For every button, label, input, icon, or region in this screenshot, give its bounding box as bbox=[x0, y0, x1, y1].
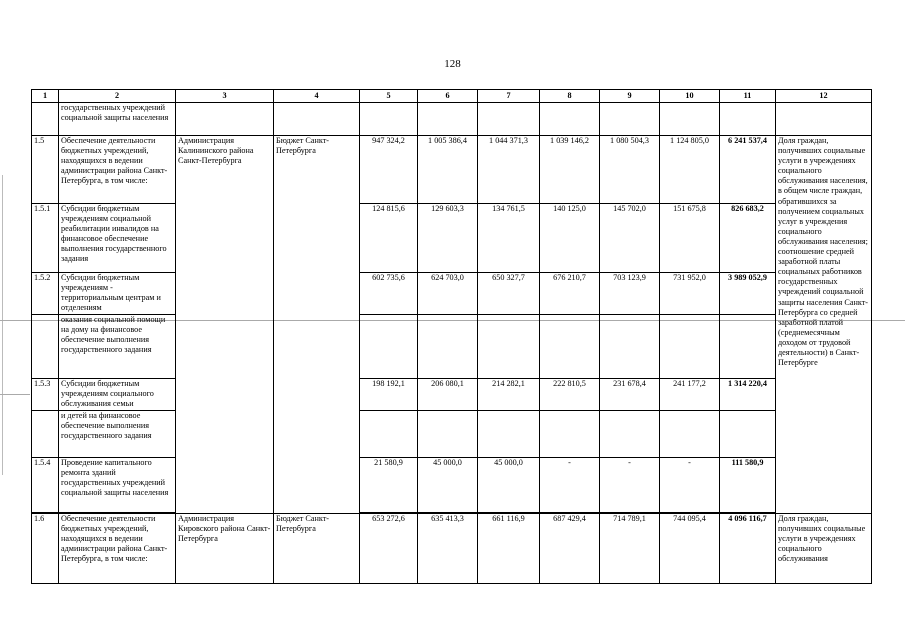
col-header: 8 bbox=[540, 90, 600, 103]
value-cell: 21 580,9 bbox=[360, 458, 418, 513]
item-name-continued: и детей на финансовое обеспечение выполнения государственного задания bbox=[59, 411, 176, 458]
value-cell: 676 210,7 bbox=[540, 273, 600, 315]
table-row bbox=[32, 136, 872, 204]
value-cell: 703 123,9 bbox=[600, 273, 660, 315]
table-row bbox=[32, 204, 872, 273]
col-header: 1 bbox=[32, 90, 59, 103]
value-cell: 1 005 386,4 bbox=[418, 136, 478, 204]
value-cell: 731 952,0 bbox=[660, 273, 720, 315]
item-name-continued: оказания социальной помощи на дому на финансовое обеспечение выполнения государственного задания bbox=[59, 315, 176, 379]
total-cell: 3 989 052,9 bbox=[720, 273, 776, 315]
item-number: 1.5.2 bbox=[32, 273, 59, 315]
value-cell: 241 177,2 bbox=[660, 379, 720, 411]
table-row bbox=[32, 514, 872, 584]
col-header: 4 bbox=[274, 90, 360, 103]
value-cell: 214 282,1 bbox=[478, 379, 540, 411]
total-cell: 1 314 220,4 bbox=[720, 379, 776, 411]
item-name: Проведение капитального ремонта зданий государственных учреждений социальной защиты населения bbox=[59, 458, 176, 513]
total-cell: 4 096 116,7 bbox=[720, 514, 776, 584]
indicator-text: Доля граждан, получивших социальные услуги в учреждениях социального обслуживания населения, в общем числе граждан, обратившихся за получением социальных услуг в учреждения социального обслуживания населения; соотношение средней заработной платы социальных работников государственных учреждений социальной защиты населения Санкт-Петербурга со средней заработной платой (среднемесячным доходом от трудовой деятельности) в Санкт-Петербурге bbox=[776, 136, 872, 514]
value-cell: 714 789,1 bbox=[600, 514, 660, 584]
item-name: Обеспечение деятельности бюджетных учреждений, находящихся в ведении администрации района Санкт-Петербурга, в том числе: bbox=[59, 136, 176, 204]
total-cell: 6 241 537,4 bbox=[720, 136, 776, 204]
value-cell: 1 039 146,2 bbox=[540, 136, 600, 204]
value-cell: - bbox=[600, 458, 660, 513]
value-cell: 206 080,1 bbox=[418, 379, 478, 411]
value-cell: 635 413,3 bbox=[418, 514, 478, 584]
value-cell: 129 603,3 bbox=[418, 204, 478, 273]
col-header: 3 bbox=[176, 90, 274, 103]
value-cell: 1 044 371,3 bbox=[478, 136, 540, 204]
col-header: 6 bbox=[418, 90, 478, 103]
program-table bbox=[31, 89, 872, 584]
item-name: Субсидии бюджетным учреждениям социальной реабилитации инвалидов на финансовое обеспечение выполнения государственного задания bbox=[59, 204, 176, 273]
item-name: Субсидии бюджетным учреждениям социального обслуживания семьи bbox=[59, 379, 176, 411]
col-header: 2 bbox=[59, 90, 176, 103]
col-header: 11 bbox=[720, 90, 776, 103]
value-cell: 602 735,6 bbox=[360, 273, 418, 315]
page-edge-mark bbox=[2, 175, 4, 475]
item-name: Обеспечение деятельности бюджетных учреждений, находящихся в ведении администрации района Санкт-Петербурга, в том числе: bbox=[59, 514, 176, 584]
table-row bbox=[32, 379, 872, 411]
funding-source: Бюджет Санкт-Петербурга bbox=[274, 514, 360, 584]
item-name: Субсидии бюджетным учреждениям - территориальным центрам и отделениям bbox=[59, 273, 176, 315]
value-cell: 1 080 504,3 bbox=[600, 136, 660, 204]
page-number: 128 bbox=[444, 58, 461, 70]
table-row bbox=[32, 458, 872, 513]
table-row bbox=[32, 103, 872, 136]
value-cell: 661 116,9 bbox=[478, 514, 540, 584]
value-cell: 134 761,5 bbox=[478, 204, 540, 273]
item-name: государственных учреждений социальной защиты населения bbox=[59, 103, 176, 136]
value-cell: 650 327,7 bbox=[478, 273, 540, 315]
value-cell: 124 815,6 bbox=[360, 204, 418, 273]
value-cell: 231 678,4 bbox=[600, 379, 660, 411]
table-row bbox=[32, 315, 872, 379]
funding-source: Бюджет Санкт-Петербурга bbox=[274, 136, 360, 514]
total-cell: 111 580,9 bbox=[720, 458, 776, 513]
item-number: 1.5.3 bbox=[32, 379, 59, 411]
value-cell: - bbox=[660, 458, 720, 513]
item-number: 1.5.1 bbox=[32, 204, 59, 273]
column-number-row bbox=[32, 90, 872, 103]
item-number: 1.5.4 bbox=[32, 458, 59, 513]
value-cell: 1 124 805,0 bbox=[660, 136, 720, 204]
value-cell: 687 429,4 bbox=[540, 514, 600, 584]
value-cell: - bbox=[540, 458, 600, 513]
value-cell: 151 675,8 bbox=[660, 204, 720, 273]
item-number: 1.6 bbox=[32, 514, 59, 584]
indicator-text: Доля граждан, получивших социальные услуги в учреждениях социального обслуживания bbox=[776, 514, 872, 584]
value-cell: 947 324,2 bbox=[360, 136, 418, 204]
value-cell: 145 702,0 bbox=[600, 204, 660, 273]
col-header: 5 bbox=[360, 90, 418, 103]
table-row bbox=[32, 273, 872, 315]
col-header: 7 bbox=[478, 90, 540, 103]
col-header: 12 bbox=[776, 90, 872, 103]
executor: Администрация Калининского района Санкт-Петербурга bbox=[176, 136, 274, 514]
scan-line-artifact bbox=[0, 394, 30, 395]
value-cell: 45 000,0 bbox=[418, 458, 478, 513]
col-header: 9 bbox=[600, 90, 660, 103]
value-cell: 198 192,1 bbox=[360, 379, 418, 411]
table-row bbox=[32, 411, 872, 458]
item-number: 1.5 bbox=[32, 136, 59, 204]
value-cell: 222 810,5 bbox=[540, 379, 600, 411]
executor: Администрация Кировского района Санкт-Петербурга bbox=[176, 514, 274, 584]
total-cell: 826 683,2 bbox=[720, 204, 776, 273]
value-cell: 624 703,0 bbox=[418, 273, 478, 315]
value-cell: 653 272,6 bbox=[360, 514, 418, 584]
col-header: 10 bbox=[660, 90, 720, 103]
value-cell: 45 000,0 bbox=[478, 458, 540, 513]
value-cell: 140 125,0 bbox=[540, 204, 600, 273]
value-cell: 744 095,4 bbox=[660, 514, 720, 584]
